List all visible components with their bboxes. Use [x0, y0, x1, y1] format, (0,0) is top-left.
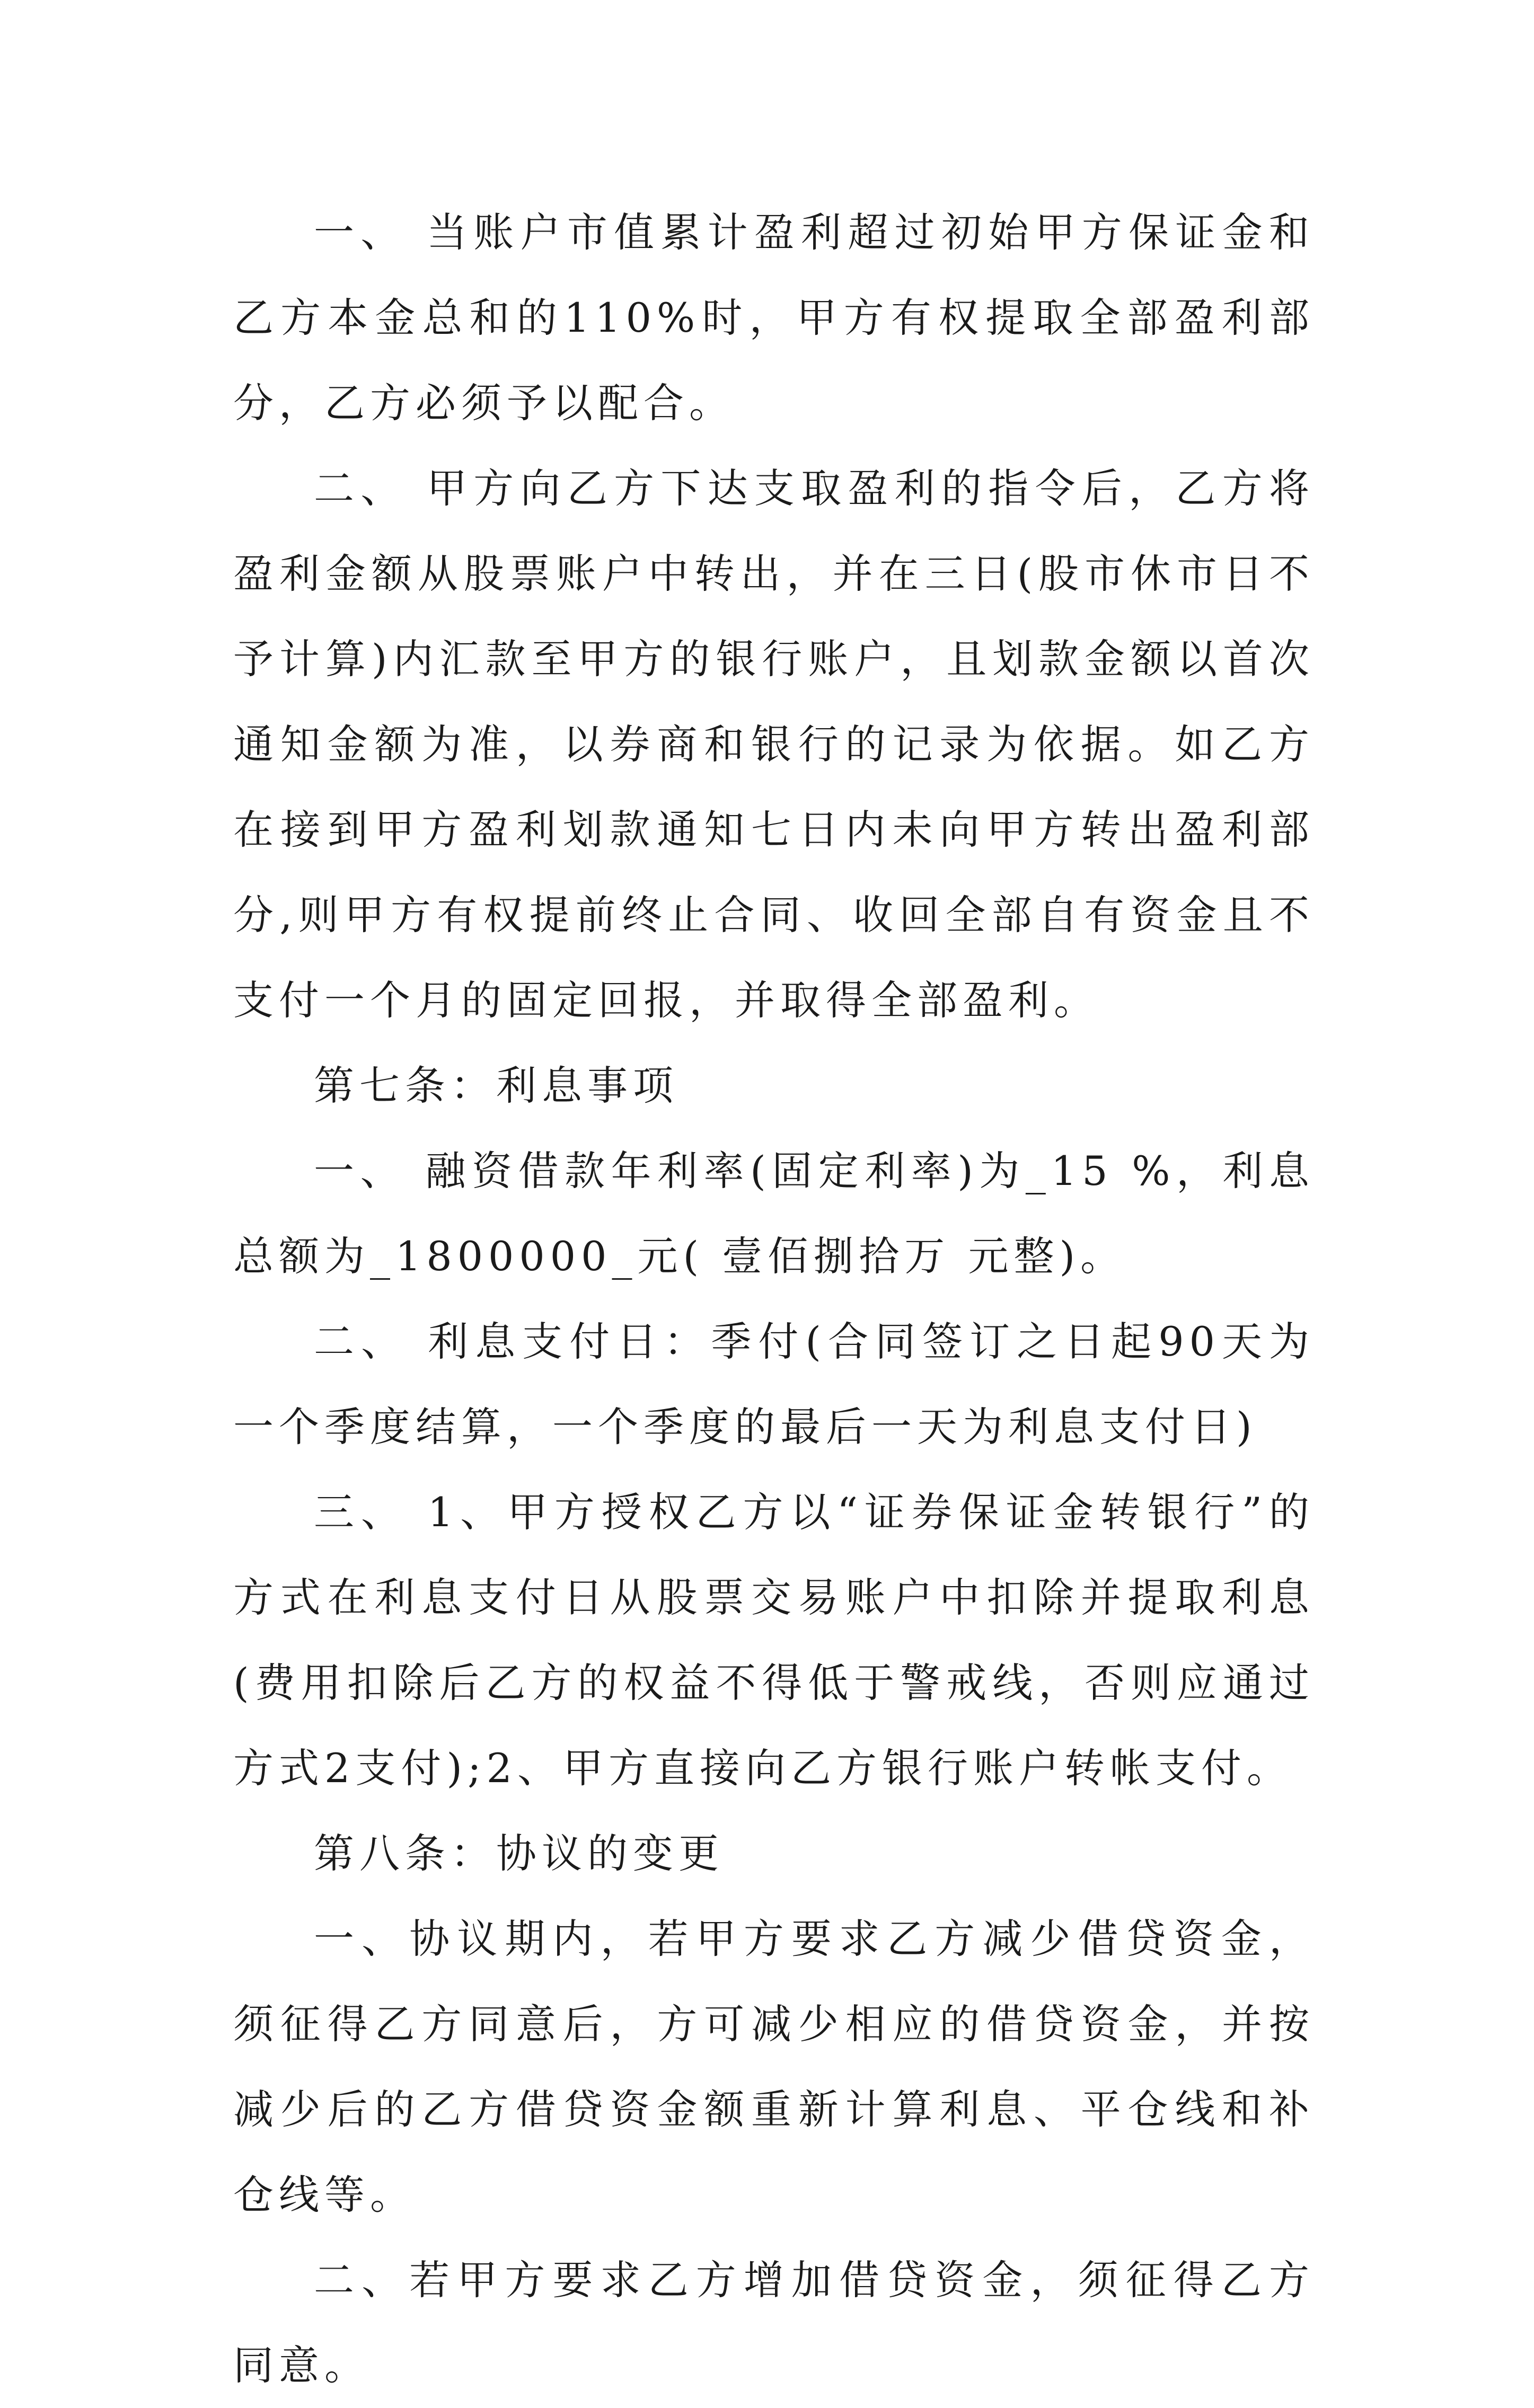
clause-interest-payment-date: 二、 利息支付日：季付(合同签订之日起90天为一个季度结算，一个季度的最后一天为利息支付日) — [233, 1318, 1315, 1450]
clause-increase-loan-funds: 二、若甲方要求乙方增加借贷资金，须征得乙方同意。 — [233, 2256, 1315, 2389]
article-7-heading: 第七条：利息事项 — [314, 1062, 678, 1109]
clause-profit-transfer-procedure: 二、 甲方向乙方下达支取盈利的指令后，乙方将盈利金额从股票账户中转出，并在三日(股市休市日不予计算)内汇款至甲方的银行账户，且划款金额以首次通知金额为准，以券商和银行的记录为依据。如乙方在接到甲方盈利划款通知七日内未向甲方转出盈利部分,则甲方有权提前终止合同、收回全部自有资金且不支付一个月的固定回报，并取得全部盈利。 — [233, 465, 1315, 1024]
clause-interest-rate: 一、 融资借款年利率(固定利率)为_15 %，利息总额为_1800000_元( 壹佰捌拾万 元整)。 — [233, 1147, 1315, 1280]
clause-reduce-loan-funds: 一、协议期内，若甲方要求乙方减少借贷资金，须征得乙方同意后，方可减少相应的借贷资金，并按减少后的乙方借贷资金额重新计算利息、平仓线和补仓线等。 — [233, 1915, 1315, 2218]
document-body — [233, 190, 1315, 2408]
clause-interest-payment-method: 三、 1、甲方授权乙方以“证券保证金转银行”的方式在利息支付日从股票交易账户中扣除并提取利息(费用扣除后乙方的权益不得低于警戒线，否则应通过方式2支付);2、甲方直接向乙方银行账户转帐支付。 — [233, 1489, 1315, 1792]
article-8-heading: 第八条：协议的变更 — [314, 1830, 724, 1877]
clause-profit-withdrawal-threshold: 一、 当账户市值累计盈利超过初始甲方保证金和乙方本金总和的110%时，甲方有权提取全部盈利部分，乙方必须予以配合。 — [233, 209, 1315, 427]
